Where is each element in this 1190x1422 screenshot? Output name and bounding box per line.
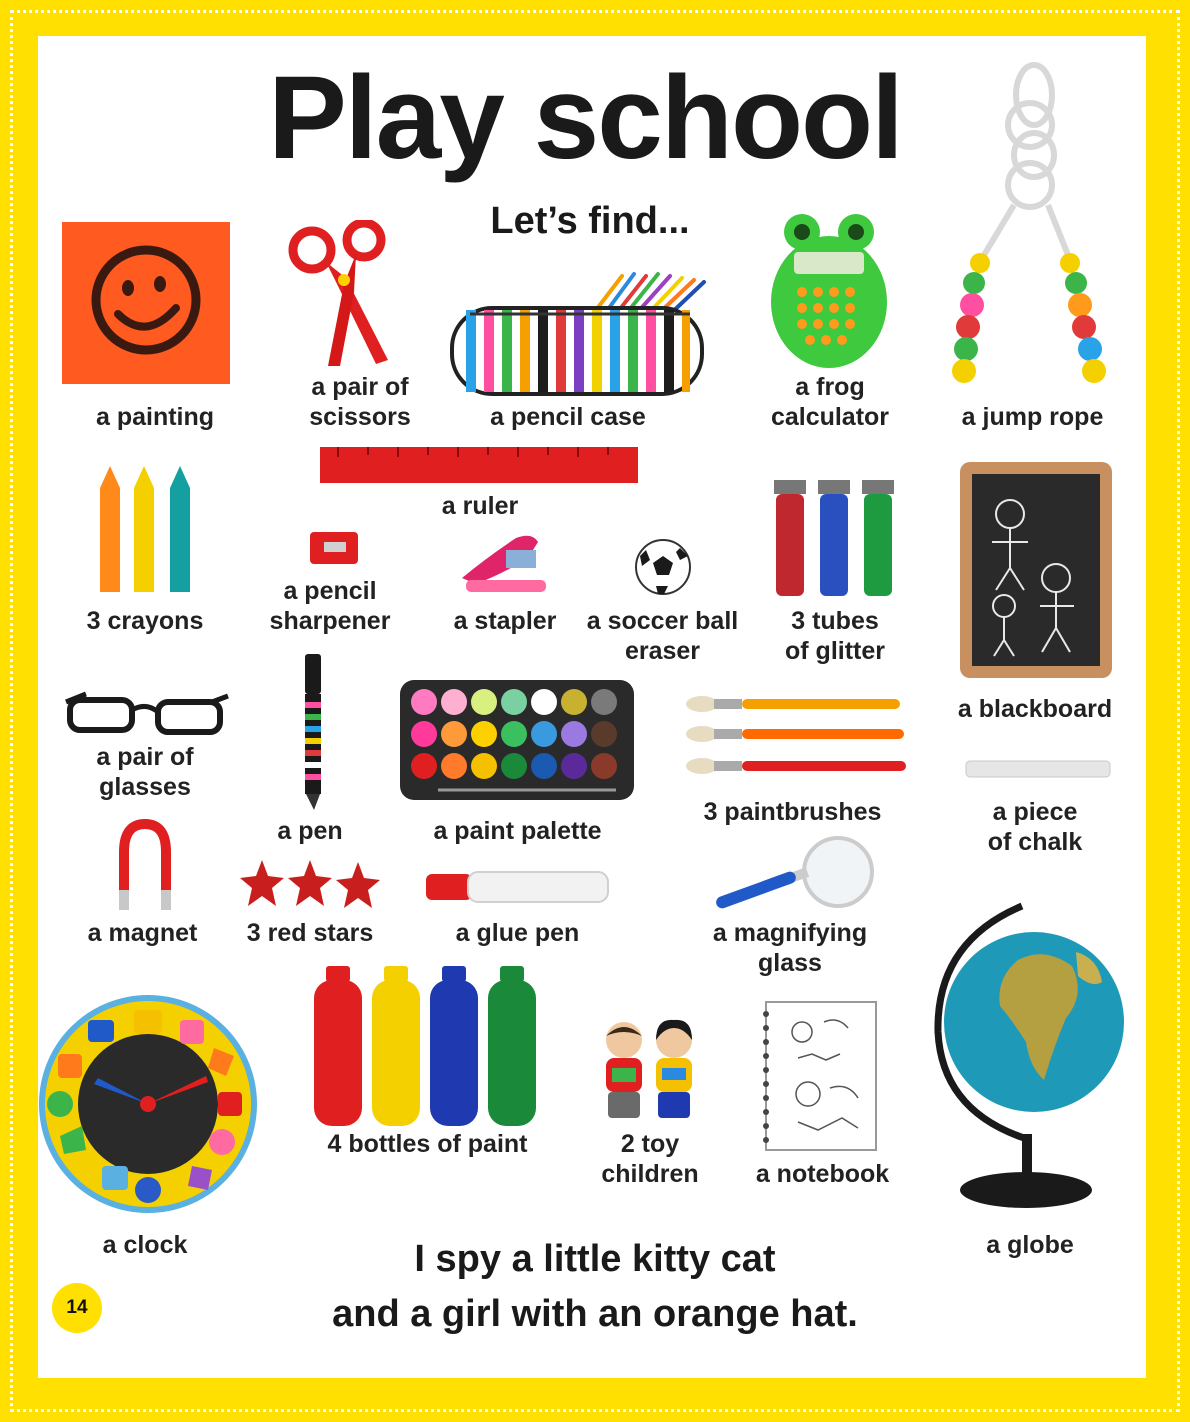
label-text: 3 paintbrushes — [703, 798, 882, 826]
label-text: a jump rope — [961, 403, 1104, 431]
label-chalk — [960, 797, 1110, 857]
label-paint-palette — [420, 816, 615, 846]
label-glitter — [760, 606, 910, 666]
label-text: calculator — [770, 403, 890, 431]
label-text: a globe — [986, 1231, 1074, 1259]
label-text: a ruler — [441, 492, 519, 520]
stapler-image — [456, 528, 550, 596]
label-notebook — [745, 1159, 900, 1189]
jump-rope-image — [944, 55, 1120, 395]
glue-pen-image — [424, 868, 610, 906]
label-text: of chalk — [987, 828, 1083, 856]
pencil-case-image — [446, 270, 726, 398]
label-text: glass — [758, 949, 822, 977]
label-text: a pen — [277, 817, 343, 845]
label-text: a frog — [795, 373, 865, 401]
label-text: a pair of — [311, 373, 409, 401]
paintbrushes-image — [682, 690, 910, 780]
glasses-image — [62, 690, 230, 738]
label-paint-bottles — [320, 1129, 535, 1159]
label-pen — [260, 816, 360, 846]
crayons-image — [96, 462, 198, 594]
label-text: a piece — [992, 798, 1078, 826]
label-text: a blackboard — [957, 695, 1113, 723]
label-text: a pencil — [283, 577, 377, 605]
label-scissors — [280, 372, 440, 432]
label-text: 2 toy — [620, 1130, 680, 1158]
label-toy-children — [580, 1129, 720, 1189]
label-text: a soccer ball — [586, 607, 739, 635]
rhyme-line-1: I spy a little kitty cat — [414, 1238, 776, 1280]
toy-children-image — [598, 1018, 702, 1122]
pencil-sharpener-image — [308, 528, 360, 568]
label-frog-calculator — [750, 372, 910, 432]
soccer-ball-eraser-image — [634, 538, 692, 596]
page-number: 14 — [52, 1283, 102, 1333]
label-text: 4 bottles of paint — [327, 1130, 528, 1158]
label-pencil-case — [478, 402, 658, 432]
painting-image — [60, 218, 232, 388]
label-text: a magnet — [87, 919, 198, 947]
red-stars-image — [238, 858, 384, 912]
label-text: a pair of — [96, 743, 194, 771]
label-globe — [960, 1230, 1100, 1260]
label-magnifying-glass — [705, 918, 875, 978]
frog-calculator-image — [764, 210, 894, 372]
label-pencil-sharpener — [255, 576, 405, 636]
label-ruler — [420, 491, 540, 521]
paint-palette-image — [398, 678, 636, 802]
magnet-image — [110, 818, 180, 914]
label-text: eraser — [624, 637, 701, 665]
page-subtitle: Let’s find... — [490, 200, 690, 242]
chalk-image — [964, 757, 1112, 781]
label-text: a magnifying — [712, 919, 868, 947]
paint-bottles-image — [310, 964, 552, 1130]
glitter-tubes-image — [770, 476, 900, 600]
label-text: a notebook — [755, 1160, 890, 1188]
label-text: sharpener — [269, 607, 391, 635]
scissors-image — [288, 220, 390, 368]
magnifying-glass-image — [710, 836, 878, 910]
pen-image — [300, 652, 326, 812]
rhyme-text — [270, 1232, 920, 1342]
label-paintbrushes — [695, 797, 890, 827]
label-painting — [75, 402, 235, 432]
label-text: glasses — [99, 773, 191, 801]
label-text: a glue pen — [455, 919, 580, 947]
label-glue-pen — [440, 918, 595, 948]
label-jump-rope — [950, 402, 1115, 432]
label-stapler — [440, 606, 570, 636]
label-text: 3 red stars — [246, 919, 374, 947]
label-text: a paint palette — [433, 817, 602, 845]
label-text: 3 tubes — [791, 607, 879, 635]
label-text: children — [601, 1160, 699, 1188]
label-blackboard — [950, 694, 1120, 724]
label-text: scissors — [309, 403, 411, 431]
globe-image — [926, 902, 1126, 1214]
label-clock — [80, 1230, 210, 1260]
notebook-image — [758, 998, 880, 1154]
label-magnet — [75, 918, 210, 948]
label-text: a pencil case — [490, 403, 646, 431]
label-soccer-ball-eraser — [580, 606, 745, 666]
label-glasses — [70, 742, 220, 802]
ruler-image — [318, 445, 640, 485]
blackboard-image — [958, 460, 1114, 680]
label-red-stars — [235, 918, 385, 948]
label-text: a painting — [95, 403, 215, 431]
label-text: a clock — [102, 1231, 188, 1259]
clock-image — [38, 994, 258, 1214]
label-text: 3 crayons — [86, 607, 204, 635]
rhyme-line-2: and a girl with an orange hat. — [332, 1293, 858, 1335]
label-crayons — [75, 606, 215, 636]
label-text: of glitter — [785, 637, 885, 665]
page-title: Play school — [268, 52, 902, 184]
label-text: a stapler — [453, 607, 557, 635]
